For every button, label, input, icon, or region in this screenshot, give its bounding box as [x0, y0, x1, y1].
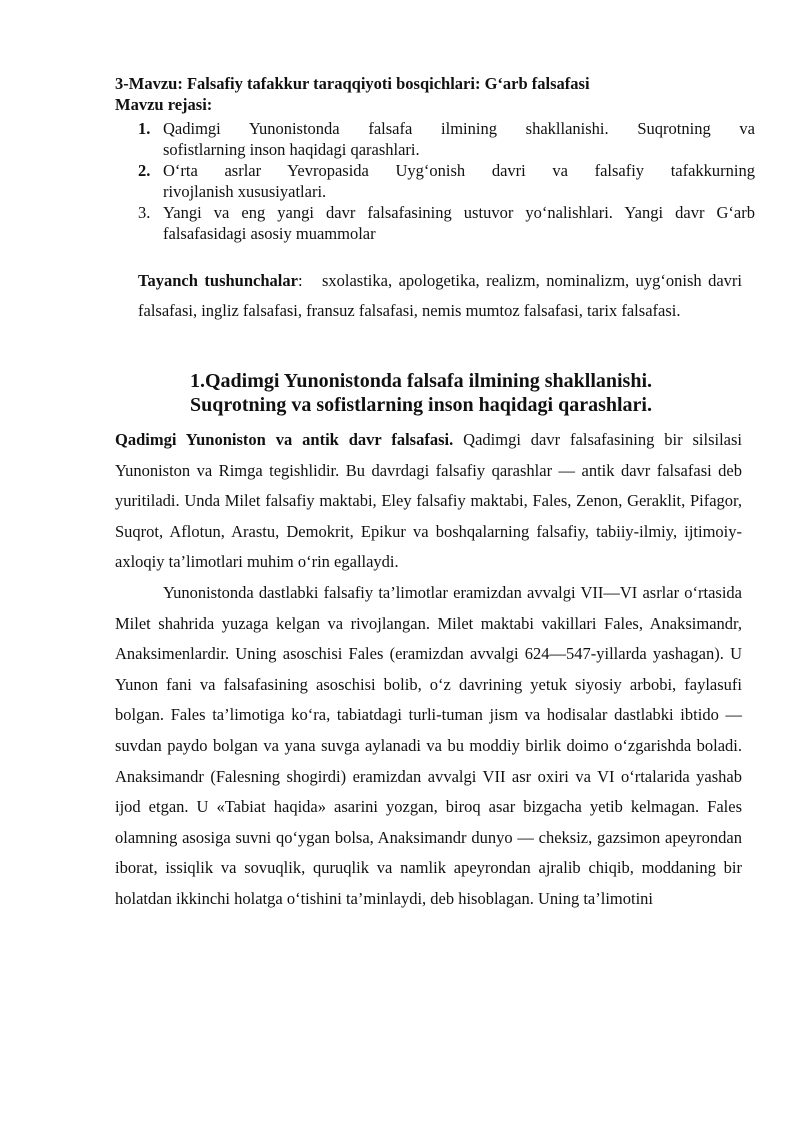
plan-item-text: Qadimgi Yunonistonda falsafa ilmining shakllanishi. Suqrotning va: [163, 119, 755, 138]
key-terms: [138, 266, 742, 326]
body-text: [115, 425, 742, 915]
plan-item-number: 2.: [138, 161, 151, 180]
plan-item: [138, 160, 755, 202]
plan-list: [138, 118, 755, 244]
plan-item-number: 3.: [138, 203, 151, 222]
plan-item-text-continued: sofistlarning inson haqidagi qarashlari.: [163, 140, 420, 159]
section-heading-line2: Suqrotning va sofistlarning inson haqidagi qarashlari.: [190, 394, 652, 416]
plan-item-text: O‘rta asrlar Yevropasida Uyg‘onish davri va falsafiy tafakkurning: [163, 161, 755, 180]
plan-item-number: 1.: [138, 119, 151, 138]
key-terms-text: sxolastika, apologetika, realizm, nominalizm, uyg‘onish davri falsafasi, ingliz falsafasi, fransuz falsafasi, nemis mumtoz falsafasi, tarix falsafasi.: [138, 271, 743, 320]
paragraph: [115, 425, 742, 578]
topic-title: 3-Mavzu: Falsafiy tafakkur taraqqiyoti bosqichlari: G‘arb falsafasi: [115, 74, 590, 93]
plan-item: [138, 202, 755, 244]
key-terms-label: Tayanch tushunchalar: [138, 271, 298, 290]
paragraph-text: Qadimgi davr falsafasining bir silsilasi Yunoniston va Rimga tegishlidir. Bu davrdagi falsafiy qarashlar — antik davr falsafasi deb yuritiladi. Unda Milet falsafiy maktabi, Eley falsafiy maktabi, Fales, Zenon, Geraklit, Pifagor, Suqrot, Aflotun, Arastu, Demokrit, Epikur va boshqalarning falsafiy, tabiiy-ilmiy, ijtimoiy-axloqiy ta’limotlari muhim o‘rin egallaydi.: [115, 430, 743, 572]
plan-heading: Mavzu rejasi:: [115, 95, 213, 114]
plan-item-text-continued: rivojlanish xususiyatlari.: [163, 182, 327, 201]
paragraph: Yunonistonda dastlabki falsafiy ta’limotlar eramizdan avvalgi VII—VI asrlar o‘rtasida Milet shahrida yuzaga kelgan va rivojlangan. Milet maktabi vakillari Fales, Anaksimandr, Anaksimenlardir. Uning asoschisi Fales (eramizdan avvalgi 624—547-yillarda yashagan). U Yunon fani va falsafasining asoschisi bolib, o‘z davrining yetuk siyosiy arbobi, faylasufi bolgan. Fales ta’limotiga ko‘ra, tabiatdagi turli-tuman jism va hodisalar dastlabki ibtido — suvdan paydo bolgan va yana suvga aylanadi va bu moddiy birlik doimo o‘zgarishda boladi. Anaksimandr (Falesning shogirdi) eramizdan avvalgi VII asr oxiri va VI o‘rtalarida yashab ijod etgan. U «Tabiat haqida» asarini yozgan, biroq asar bizgacha yetib kelmagan. Fales olamning asosiga suvni qo‘ygan bolsa, Anaksimandr dunyo — cheksiz, gazsimon apeyrondan iborat, issiqlik va sovuqlik, quruqlik va namlik apeyrondan ajralib chiqib, moddaning bir holatdan ikkinchi holatga o‘tishini ta’minlaydi, deb hisoblagan. Uning ta’limotini: [115, 582, 742, 908]
plan-item: [138, 118, 755, 160]
section-heading-line1: 1.Qadimgi Yunonistonda falsafa ilmining shakllanishi.: [190, 370, 653, 392]
paragraph-lead: Qadimgi Yunoniston va antik davr falsafasi.: [115, 430, 454, 449]
plan-item-text: Yangi va eng yangi davr falsafasining ustuvor yo‘nalishlari. Yangi davr G‘arb: [163, 203, 755, 222]
plan-item-text-continued: falsafasidagi asosiy muammolar: [163, 224, 376, 243]
section-heading: [190, 369, 750, 417]
key-terms-colon: :: [297, 271, 303, 290]
